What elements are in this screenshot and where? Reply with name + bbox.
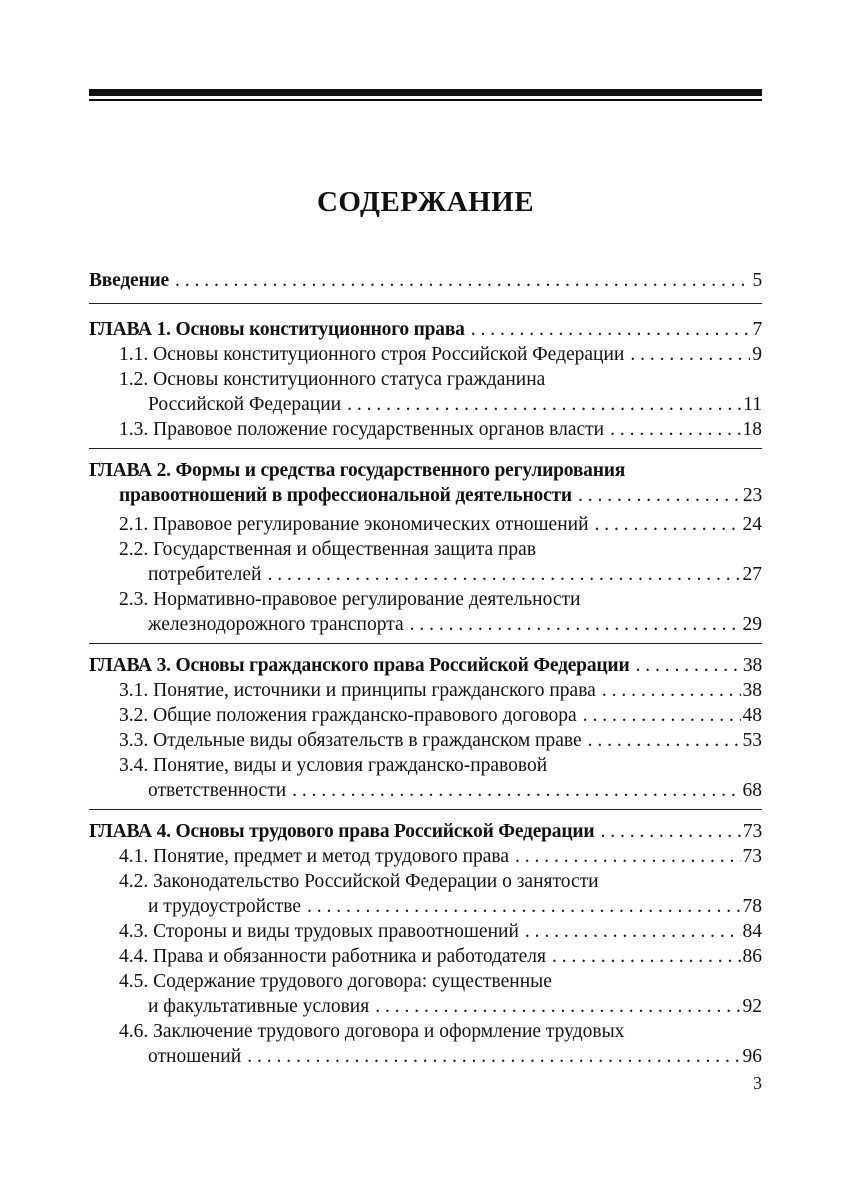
toc-entry-text: 2.1. Правовое регулирование экономических отношений (119, 514, 589, 535)
toc-entry-1-2-cont[interactable] (89, 392, 762, 417)
leader-dots (610, 417, 740, 442)
toc-entry-4-5[interactable] (89, 969, 762, 994)
toc-page-number: 9 (752, 344, 762, 365)
toc-entry-text: 4.3. Стороны и виды трудовых правоотношений (119, 921, 519, 942)
toc-entry-3-1[interactable] (89, 678, 762, 703)
toc-entry-text: ГЛАВА 4. Основы трудового права Российской Федерации (89, 821, 595, 842)
toc-entry-text: ГЛАВА 1. Основы конституционного права (89, 319, 465, 340)
toc-page-number: 68 (742, 780, 762, 801)
toc-group-chapter-2 (89, 458, 762, 644)
toc-entry-2-3-cont[interactable] (89, 612, 762, 637)
toc-page-number: 73 (742, 821, 762, 842)
toc-page-number: 23 (742, 485, 762, 506)
toc-entry-4-5-cont[interactable] (89, 994, 762, 1019)
toc-entry-2-2[interactable] (89, 537, 762, 562)
toc-entry-text: 2.2. Государственная и общественная защита прав (119, 539, 537, 560)
toc-entry-2-3[interactable] (89, 587, 762, 612)
toc-entry-text: ответственности (148, 780, 287, 801)
toc-entry-text: 4.5. Содержание трудового договора: существенные (119, 971, 552, 992)
toc-entry-text: 4.2. Законодательство Российской Федерации о занятости (119, 871, 599, 892)
toc-entry-text: 3.2. Общие положения гражданско-правового договора (119, 705, 577, 726)
toc-page-number: 48 (742, 705, 762, 726)
leader-dots (175, 268, 750, 293)
toc-entry-4-4[interactable] (89, 944, 762, 969)
toc-entry-1-3[interactable] (89, 417, 762, 442)
toc-entry-chapter-3[interactable] (89, 653, 762, 678)
toc-entry-4-2-cont[interactable] (89, 894, 762, 919)
toc-group-chapter-1 (89, 313, 762, 449)
toc-entry-1-2[interactable] (89, 367, 762, 392)
toc-page-number: 53 (742, 730, 762, 751)
leader-dots (630, 342, 750, 367)
toc-group-intro (89, 268, 762, 304)
page-number: 3 (753, 1073, 762, 1093)
toc-page-number: 38 (742, 680, 762, 701)
leader-dots (636, 653, 741, 678)
leader-dots (552, 944, 741, 969)
toc-entry-text: ГЛАВА 2. Формы и средства государственного регулирования (89, 460, 626, 481)
toc-entry-text: 4.4. Права и обязанности работника и работодателя (119, 946, 546, 967)
toc-entry-text: ГЛАВА 3. Основы гражданского права Российской Федерации (89, 655, 630, 676)
toc-group-chapter-4 (89, 819, 762, 1069)
toc-page-number: 38 (742, 655, 762, 676)
toc-entry-4-2[interactable] (89, 869, 762, 894)
toc-entry-text: 3.1. Понятие, источники и принципы гражданского права (119, 680, 596, 701)
toc-entry-text: 1.2. Основы конституционного статуса гражданина (119, 369, 546, 390)
toc-page-number: 92 (742, 996, 762, 1017)
toc-entry-text: железнодорожного транспорта (148, 614, 404, 635)
leader-dots (588, 728, 741, 753)
toc-entry-4-6[interactable] (89, 1019, 762, 1044)
toc-entry-text: 1.3. Правовое положение государственных органов власти (119, 419, 605, 440)
leader-dots (247, 1044, 740, 1069)
table-of-contents (89, 268, 762, 1069)
toc-entry-3-4[interactable] (89, 753, 762, 778)
leader-dots (525, 919, 741, 944)
toc-group-chapter-3 (89, 653, 762, 810)
leader-dots (578, 483, 741, 508)
toc-entry-4-6-cont[interactable] (89, 1044, 762, 1069)
toc-entry-4-3[interactable] (89, 919, 762, 944)
toc-page-number: 11 (743, 394, 762, 415)
toc-page-number: 27 (742, 564, 762, 585)
leader-dots (600, 819, 740, 844)
toc-page-number: 84 (742, 921, 762, 942)
toc-page-number: 29 (742, 614, 762, 635)
header-rule-thick (89, 89, 762, 96)
toc-entry-text: Российской Федерации (148, 394, 342, 415)
toc-entry-2-2-cont[interactable] (89, 562, 762, 587)
toc-entry-text: и факультативные условия (148, 996, 370, 1017)
toc-page-number: 18 (742, 419, 762, 440)
toc-entry-chapter-2[interactable] (89, 458, 762, 483)
leader-dots (347, 392, 741, 417)
toc-entry-chapter-4[interactable] (89, 819, 762, 844)
toc-entry-1-1[interactable] (89, 342, 762, 367)
toc-page-number: 5 (752, 270, 762, 291)
leader-dots (595, 512, 741, 537)
page-title: СОДЕРЖАНИЕ (316, 186, 535, 218)
toc-entry-text: потребителей (148, 564, 262, 585)
leader-dots (307, 894, 740, 919)
toc-page-number: 73 (742, 846, 762, 867)
toc-entry-3-4-cont[interactable] (89, 778, 762, 803)
leader-dots (515, 844, 740, 869)
toc-entry-text: 3.3. Отдельные виды обязательств в гражданском праве (119, 730, 582, 751)
header-rule-thin (89, 99, 762, 101)
toc-entry-text: 3.4. Понятие, виды и условия гражданско-правовой (119, 755, 548, 776)
leader-dots (267, 562, 740, 587)
toc-entry-4-1[interactable] (89, 844, 762, 869)
toc-entry-text: правоотношений в профессиональной деятельности (119, 485, 572, 506)
toc-page-number: 96 (742, 1046, 762, 1067)
toc-entry-3-3[interactable] (89, 728, 762, 753)
toc-entry-text: отношений (148, 1046, 242, 1067)
leader-dots (292, 778, 740, 803)
toc-entry-2-1[interactable] (89, 512, 762, 537)
toc-entry-text: 2.3. Нормативно-правовое регулирование деятельности (119, 589, 581, 610)
toc-entry-text: Введение (89, 270, 169, 291)
toc-entry-chapter-2-cont[interactable] (89, 483, 762, 508)
leader-dots (602, 678, 741, 703)
toc-page-number: 24 (742, 514, 762, 535)
toc-entry-text: 1.1. Основы конституционного строя Российской Федерации (119, 344, 625, 365)
toc-entry-3-2[interactable] (89, 703, 762, 728)
toc-page-number: 7 (752, 319, 762, 340)
leader-dots (375, 994, 740, 1019)
toc-page-number: 78 (742, 896, 762, 917)
toc-entry-intro[interactable] (89, 268, 762, 293)
toc-entry-chapter-1[interactable] (89, 317, 762, 342)
toc-page-number: 86 (742, 946, 762, 967)
toc-entry-text: и трудоустройстве (148, 896, 302, 917)
leader-dots (583, 703, 741, 728)
leader-dots (410, 612, 741, 637)
leader-dots (471, 317, 751, 342)
toc-entry-text: 4.1. Понятие, предмет и метод трудового права (119, 846, 510, 867)
toc-entry-text: 4.6. Заключение трудового договора и оформление трудовых (119, 1021, 625, 1042)
